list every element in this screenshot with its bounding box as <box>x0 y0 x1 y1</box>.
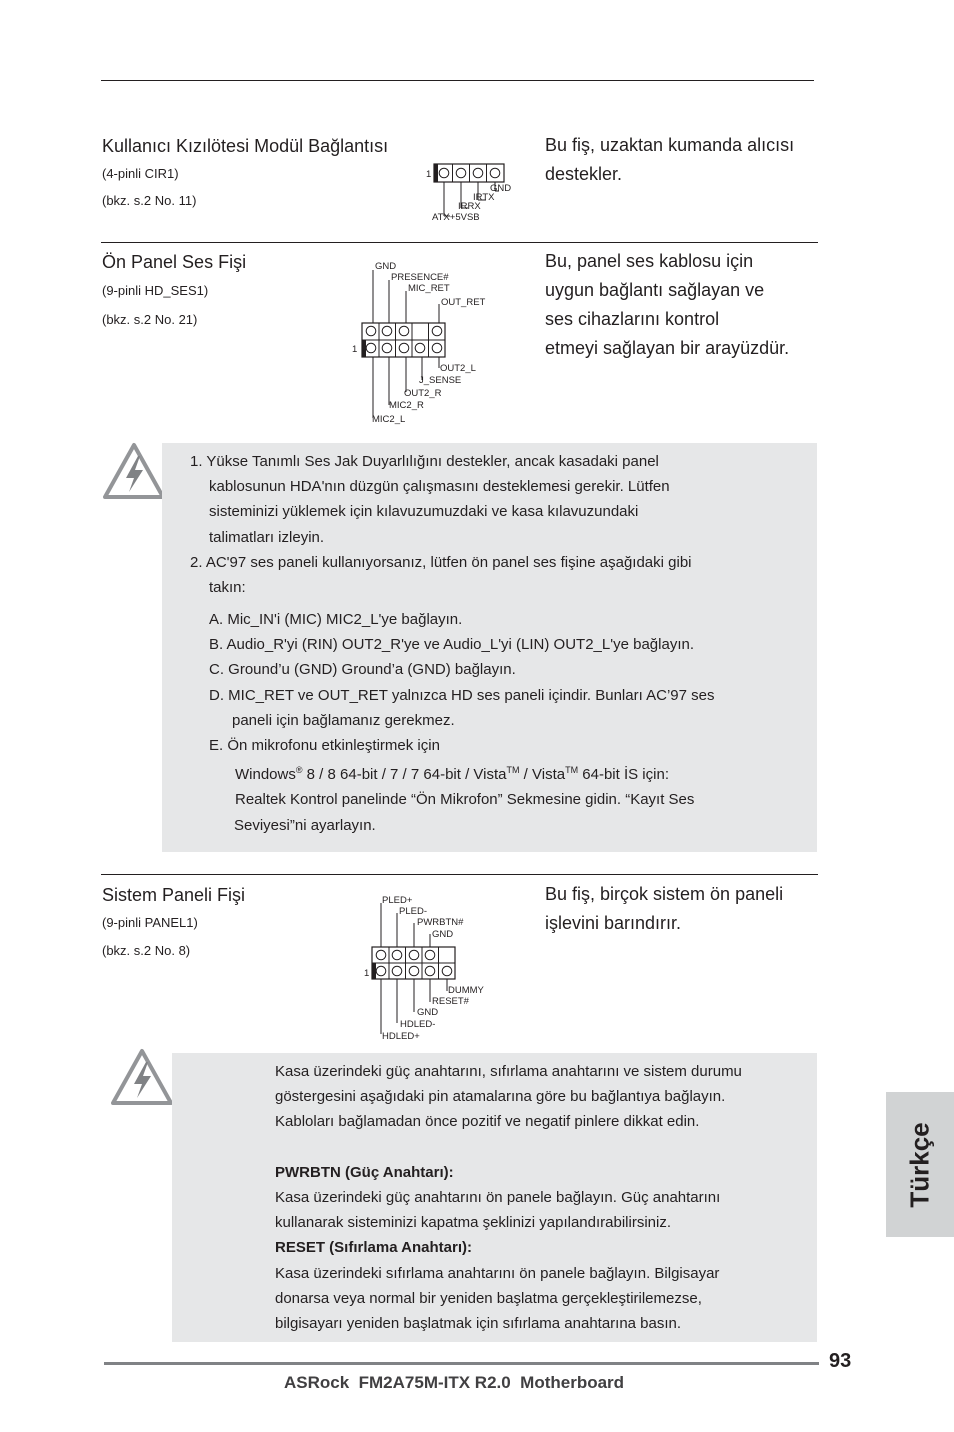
panel-pin-label: RESET# <box>432 996 469 1007</box>
audio-desc-line4: etmeyi sağlayan bir arayüzdür. <box>545 338 790 358</box>
panel-pin-label: PLED+ <box>382 895 413 906</box>
audio-pin <box>432 326 442 336</box>
ir-pin <box>490 168 500 178</box>
note-spacer <box>275 1135 742 1160</box>
warning-icon <box>110 1048 174 1106</box>
reset-heading: RESET (Sıfırlama Anahtarı): <box>275 1239 472 1257</box>
panel-pin <box>392 950 402 960</box>
note-line: talimatları izleyin. <box>209 528 325 546</box>
panel-pin-label: PWRBTN# <box>417 917 464 928</box>
audio-pin-label: J_SENSE <box>419 375 462 386</box>
top-rule <box>101 80 814 81</box>
step-e-line4: Seviyesi”ni ayarlayın. <box>234 816 376 834</box>
audio-pin <box>399 343 409 353</box>
panel-pin <box>376 950 386 960</box>
audio-pin <box>366 326 376 336</box>
note-line: Kasa üzerindeki güç anahtarını, sıfırlama anahtarını ve sistem durumu <box>275 1063 742 1080</box>
trademark-mark: TM <box>506 765 520 776</box>
step-c: C. Ground’u (GND) Ground’a (GND) bağlayın. <box>209 661 516 679</box>
audio-pin-label: MIC2_L <box>372 414 406 425</box>
panel-desc-line2: işlevini barındırır. <box>545 913 682 933</box>
panel-pin-label: DUMMY <box>448 985 484 996</box>
audio-pin <box>432 343 442 353</box>
os-vista: / Vista <box>519 766 566 784</box>
ir-pin-label: IRTX <box>473 192 495 203</box>
audio-pin <box>415 343 425 353</box>
panel-pin-label: GND <box>432 929 454 940</box>
audio-pin-label: PRESENCE# <box>391 272 449 283</box>
pwrbtn-heading: PWRBTN (Güç Anahtarı): <box>275 1163 454 1181</box>
note-line: göstergesini aşağıdaki pin atamalarına göre bu bağlantıya bağlayın. <box>275 1088 726 1106</box>
ir-pin-one-marker: 1 <box>426 169 432 180</box>
registered-mark: ® <box>295 765 303 776</box>
audio-pin1-marker <box>362 340 366 357</box>
note-line: Kasa üzerindeki güç anahtarını ön panele bağlayın. Güç anahtarını <box>275 1189 721 1207</box>
ir-desc-line2: destekler. <box>545 164 623 184</box>
os-versions: 8 / 8 64-bit / 7 / 7 64-bit / Vista <box>302 766 507 784</box>
step-e-line1: E. Ön mikrofonu etkinleştirmek için <box>209 737 440 755</box>
audio-pin-label: MIC_RET <box>408 283 450 294</box>
audio-pin-count: (9-pinli HD_SES1) <box>102 283 209 298</box>
panel-pin <box>425 966 435 976</box>
note-line: 2. AC'97 ses paneli kullanıyorsanız, lütfen ön panel ses fişine aşağıdaki gibi <box>190 553 692 571</box>
panel-pin-one-marker: 1 <box>364 968 370 979</box>
step-d-line1: D. MIC_RET ve OUT_RET yalnızca HD ses paneli içindir. Bunları AC’97 ses <box>209 686 715 704</box>
audio-desc-line3: ses cihazlarını kontrol <box>545 309 720 329</box>
panel-pin <box>376 966 386 976</box>
section-rule <box>101 874 818 875</box>
panel-title: Sistem Paneli Fişi <box>102 885 246 905</box>
language-tab <box>886 1092 954 1237</box>
note-line: kullanarak sisteminizi kapatma şeklinizi yapılandırabilirsiniz. <box>275 1214 671 1232</box>
audio-pin <box>399 326 409 336</box>
audio-note-item1 <box>190 449 692 600</box>
note-line: bilgisayarı yeniden başlatmak için sıfırlama anahtarına basın. <box>275 1315 682 1333</box>
note-line: takın: <box>209 579 246 597</box>
language-tab-label: Türkçe <box>904 1121 935 1208</box>
panel-pin <box>392 966 402 976</box>
note-line: Kabloları bağlamadan önce pozitif ve negatif pinlere dikkat edin. <box>275 1113 700 1131</box>
footer-rule <box>104 1362 819 1365</box>
note-line: sisteminizi yüklemek için kılavuzumuzdaki ve kasa kılavuzundaki <box>209 503 639 521</box>
audio-pin-label: GND <box>375 261 397 272</box>
ir-title: Kullanıcı Kızılötesi Modül Bağlantısı <box>102 136 389 156</box>
audio-pin-label: MIC2_R <box>389 400 424 411</box>
audio-pin-one-marker: 1 <box>352 344 358 355</box>
product-name: ASRock FM2A75M-ITX R2.0 Motherboard <box>284 1373 625 1392</box>
note-line: 1. Yükse Tanımlı Ses Jak Duyarlılığını destekler, ancak kasadaki panel <box>190 453 659 470</box>
panel-ref: (bkz. s.2 No. 8) <box>102 943 191 958</box>
audio-note-steps <box>209 607 714 838</box>
audio-pin-label: OUT2_R <box>404 388 442 399</box>
audio-ref: (bkz. s.2 No. 21) <box>102 312 198 327</box>
panel-pin-count: (9-pinli PANEL1) <box>102 915 198 930</box>
audio-title: Ön Panel Ses Fişi <box>102 252 247 272</box>
section-rule <box>101 242 818 243</box>
step-d-line2: paneli için bağlamanız gerekmez. <box>232 711 455 729</box>
panel-pin <box>409 950 419 960</box>
panel-pin1-marker <box>372 963 376 979</box>
panel-connector-diagram <box>362 891 502 1046</box>
os-windows: Windows <box>235 766 296 784</box>
panel-pin-label: HDLED- <box>400 1019 436 1030</box>
audio-connector-diagram <box>350 258 500 430</box>
step-e-line3: Realtek Kontrol panelinde “Ön Mikrofon” Sekmesine gidin. “Kayıt Ses <box>235 791 695 809</box>
note-line: kablosunun HDA'nın düzgün çalışmasını desteklemesi gerekir. Lütfen <box>209 478 670 496</box>
panel-pin-label: HDLED+ <box>382 1031 420 1042</box>
ir-pin-label: ATX+5VSB <box>432 212 480 223</box>
audio-desc-line1: Bu, panel ses kablosu için <box>545 251 754 271</box>
ir-pin-label: GND <box>490 183 512 194</box>
step-e-line2 <box>209 758 714 787</box>
step-a: A. Mic_IN'i (MIC) MIC2_L'ye bağlayın. <box>209 611 463 628</box>
audio-pin-label: OUT_RET <box>441 297 486 308</box>
panel-pin <box>409 966 419 976</box>
panel-desc-line1: Bu fiş, birçok sistem ön paneli <box>545 884 784 904</box>
ir-pin <box>439 168 449 178</box>
panel-pin <box>425 950 435 960</box>
ir-connector-diagram <box>420 158 530 224</box>
audio-pin <box>382 326 392 336</box>
ir-ref: (bkz. s.2 No. 11) <box>102 193 197 208</box>
page-number: 93 <box>829 1350 852 1372</box>
ir-pin <box>473 168 483 178</box>
step-b: B. Audio_R'yi (RIN) OUT2_R'ye ve Audio_L'yi (LIN) OUT2_L'ye bağlayın. <box>209 636 694 654</box>
panel-pin-label: PLED- <box>399 906 427 917</box>
ir-desc-line1: Bu fiş, uzaktan kumanda alıcısı <box>545 135 795 155</box>
note-line: donarsa veya normal bir yeniden başlatma gerçekleştirilemezse, <box>275 1289 702 1307</box>
panel-note <box>275 1059 742 1336</box>
panel-pin-label: GND <box>417 1007 439 1018</box>
warning-icon <box>102 442 166 500</box>
note-line: Kasa üzerindeki sıfırlama anahtarını ön panele bağlayın. Bilgisayar <box>275 1264 720 1282</box>
audio-pin <box>366 343 376 353</box>
ir-pin <box>456 168 466 178</box>
audio-desc-line2: uygun bağlantı sağlayan ve <box>545 280 765 300</box>
panel-pin <box>442 966 452 976</box>
os-suffix: 64-bit İS için: <box>578 766 669 784</box>
audio-pin <box>382 343 392 353</box>
ir-pin-count: (4-pinli CIR1) <box>102 166 179 181</box>
ir-pin1-marker <box>434 164 438 182</box>
trademark-mark: TM <box>565 765 579 776</box>
audio-pin-label: OUT2_L <box>440 363 476 374</box>
ir-pin-label: IRRX <box>458 201 481 212</box>
